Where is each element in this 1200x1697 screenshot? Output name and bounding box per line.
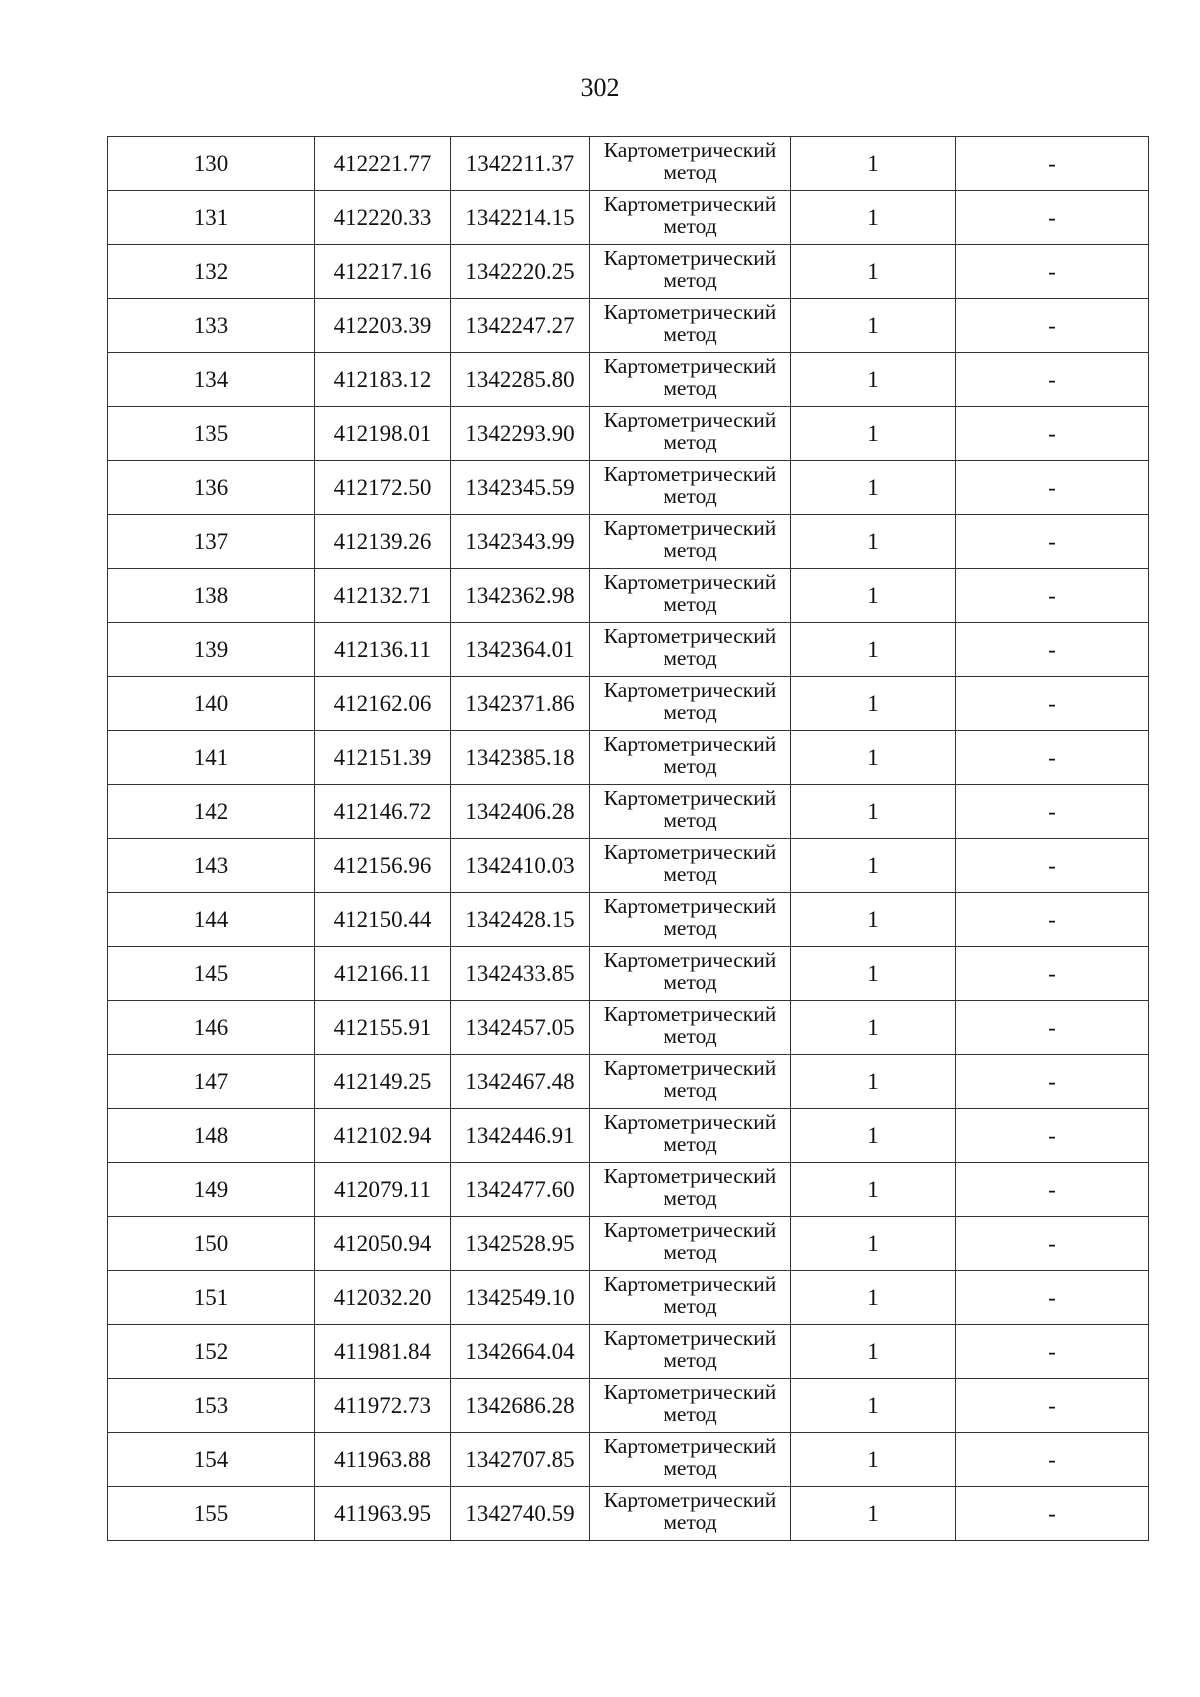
x-coordinate-cell: 411963.95 — [315, 1487, 451, 1541]
method-cell — [590, 1325, 791, 1379]
accuracy-cell: 1 — [791, 1433, 956, 1487]
description-cell: - — [956, 1163, 1149, 1217]
table-row — [108, 299, 1149, 353]
method-line-1: Картометрический — [603, 948, 777, 972]
method-line-2: метод — [663, 1348, 717, 1372]
method-line-1: Картометрический — [603, 246, 777, 270]
table-row — [108, 677, 1149, 731]
x-coordinate-cell: 412198.01 — [315, 407, 451, 461]
method-line-1: Картометрический — [603, 570, 777, 594]
y-coordinate-cell: 1342433.85 — [451, 947, 590, 1001]
accuracy-cell: 1 — [791, 1163, 956, 1217]
method-line-1: Картометрический — [603, 408, 777, 432]
point-number-cell: 148 — [108, 1109, 315, 1163]
method-cell — [590, 1379, 791, 1433]
accuracy-cell: 1 — [791, 569, 956, 623]
method-cell — [590, 1055, 791, 1109]
table-row — [108, 785, 1149, 839]
x-coordinate-cell: 412151.39 — [315, 731, 451, 785]
accuracy-cell: 1 — [791, 461, 956, 515]
description-cell: - — [956, 1487, 1149, 1541]
method-line-2: метод — [663, 1186, 717, 1210]
accuracy-cell: 1 — [791, 1055, 956, 1109]
method-line-2: метод — [663, 1132, 717, 1156]
description-cell: - — [956, 461, 1149, 515]
x-coordinate-cell: 412155.91 — [315, 1001, 451, 1055]
point-number-cell: 134 — [108, 353, 315, 407]
method-line-1: Картометрический — [603, 732, 777, 756]
method-line-1: Картометрический — [603, 1002, 777, 1026]
x-coordinate-cell: 412139.26 — [315, 515, 451, 569]
description-cell: - — [956, 407, 1149, 461]
point-number-cell: 139 — [108, 623, 315, 677]
method-line-2: метод — [663, 376, 717, 400]
method-line-1: Картометрический — [603, 1164, 777, 1188]
y-coordinate-cell: 1342446.91 — [451, 1109, 590, 1163]
y-coordinate-cell: 1342707.85 — [451, 1433, 590, 1487]
description-cell: - — [956, 1379, 1149, 1433]
y-coordinate-cell: 1342664.04 — [451, 1325, 590, 1379]
method-line-2: метод — [663, 862, 717, 886]
description-cell: - — [956, 515, 1149, 569]
x-coordinate-cell: 411963.88 — [315, 1433, 451, 1487]
point-number-cell: 141 — [108, 731, 315, 785]
accuracy-cell: 1 — [791, 137, 956, 191]
method-cell — [590, 1217, 791, 1271]
point-number-cell: 150 — [108, 1217, 315, 1271]
y-coordinate-cell: 1342686.28 — [451, 1379, 590, 1433]
y-coordinate-cell: 1342477.60 — [451, 1163, 590, 1217]
y-coordinate-cell: 1342457.05 — [451, 1001, 590, 1055]
table-row — [108, 1055, 1149, 1109]
y-coordinate-cell: 1342410.03 — [451, 839, 590, 893]
point-number-cell: 133 — [108, 299, 315, 353]
accuracy-cell: 1 — [791, 1325, 956, 1379]
x-coordinate-cell: 411972.73 — [315, 1379, 451, 1433]
method-line-1: Картометрический — [603, 462, 777, 486]
accuracy-cell: 1 — [791, 785, 956, 839]
page-number: 302 — [580, 73, 620, 102]
y-coordinate-cell: 1342293.90 — [451, 407, 590, 461]
point-number-cell: 154 — [108, 1433, 315, 1487]
accuracy-cell: 1 — [791, 1379, 956, 1433]
method-line-1: Картометрический — [603, 516, 777, 540]
point-number-cell: 137 — [108, 515, 315, 569]
y-coordinate-cell: 1342343.99 — [451, 515, 590, 569]
description-cell: - — [956, 1109, 1149, 1163]
table-row — [108, 893, 1149, 947]
method-line-2: метод — [663, 1456, 717, 1480]
y-coordinate-cell: 1342345.59 — [451, 461, 590, 515]
y-coordinate-cell: 1342549.10 — [451, 1271, 590, 1325]
table-row — [108, 839, 1149, 893]
method-cell — [590, 569, 791, 623]
description-cell: - — [956, 731, 1149, 785]
method-cell — [590, 623, 791, 677]
table-row — [108, 191, 1149, 245]
accuracy-cell: 1 — [791, 1217, 956, 1271]
accuracy-cell: 1 — [791, 245, 956, 299]
method-line-2: метод — [663, 808, 717, 832]
method-line-2: метод — [663, 970, 717, 994]
point-number-cell: 142 — [108, 785, 315, 839]
accuracy-cell: 1 — [791, 353, 956, 407]
x-coordinate-cell: 412183.12 — [315, 353, 451, 407]
method-line-2: метод — [663, 322, 717, 346]
y-coordinate-cell: 1342528.95 — [451, 1217, 590, 1271]
accuracy-cell: 1 — [791, 1271, 956, 1325]
point-number-cell: 151 — [108, 1271, 315, 1325]
y-coordinate-cell: 1342428.15 — [451, 893, 590, 947]
method-line-2: метод — [663, 1240, 717, 1264]
method-line-1: Картометрический — [603, 1110, 777, 1134]
description-cell: - — [956, 947, 1149, 1001]
description-cell: - — [956, 623, 1149, 677]
table-row — [108, 623, 1149, 677]
method-line-2: метод — [663, 1024, 717, 1048]
y-coordinate-cell: 1342364.01 — [451, 623, 590, 677]
description-cell: - — [956, 677, 1149, 731]
y-coordinate-cell: 1342385.18 — [451, 731, 590, 785]
description-cell: - — [956, 137, 1149, 191]
method-line-1: Картометрический — [603, 354, 777, 378]
x-coordinate-cell: 412221.77 — [315, 137, 451, 191]
accuracy-cell: 1 — [791, 839, 956, 893]
method-line-2: метод — [663, 430, 717, 454]
accuracy-cell: 1 — [791, 515, 956, 569]
method-line-2: метод — [663, 1294, 717, 1318]
y-coordinate-cell: 1342371.86 — [451, 677, 590, 731]
method-cell — [590, 1487, 791, 1541]
point-number-cell: 153 — [108, 1379, 315, 1433]
accuracy-cell: 1 — [791, 1109, 956, 1163]
table-row — [108, 1433, 1149, 1487]
x-coordinate-cell: 412166.11 — [315, 947, 451, 1001]
coordinates-table — [107, 136, 1149, 1541]
method-line-2: метод — [663, 754, 717, 778]
method-line-1: Картометрический — [603, 1488, 777, 1512]
table-row — [108, 569, 1149, 623]
method-cell — [590, 677, 791, 731]
method-cell — [590, 299, 791, 353]
method-cell — [590, 191, 791, 245]
description-cell: - — [956, 1217, 1149, 1271]
method-line-1: Картометрический — [603, 1326, 777, 1350]
point-number-cell: 140 — [108, 677, 315, 731]
description-cell: - — [956, 569, 1149, 623]
table-body — [108, 137, 1149, 1541]
accuracy-cell: 1 — [791, 1001, 956, 1055]
point-number-cell: 130 — [108, 137, 315, 191]
x-coordinate-cell: 412136.11 — [315, 623, 451, 677]
method-line-1: Картометрический — [603, 840, 777, 864]
x-coordinate-cell: 412172.50 — [315, 461, 451, 515]
description-cell: - — [956, 191, 1149, 245]
method-line-1: Картометрический — [603, 786, 777, 810]
method-line-2: метод — [663, 916, 717, 940]
point-number-cell: 144 — [108, 893, 315, 947]
x-coordinate-cell: 412079.11 — [315, 1163, 451, 1217]
method-cell — [590, 947, 791, 1001]
x-coordinate-cell: 412220.33 — [315, 191, 451, 245]
description-cell: - — [956, 1271, 1149, 1325]
method-line-2: метод — [663, 700, 717, 724]
table-row — [108, 1217, 1149, 1271]
point-number-cell: 136 — [108, 461, 315, 515]
table-row — [108, 1487, 1149, 1541]
x-coordinate-cell: 412150.44 — [315, 893, 451, 947]
method-line-2: метод — [663, 484, 717, 508]
table-row — [108, 461, 1149, 515]
table-row — [108, 353, 1149, 407]
description-cell: - — [956, 785, 1149, 839]
point-number-cell: 143 — [108, 839, 315, 893]
method-cell — [590, 785, 791, 839]
method-cell — [590, 1001, 791, 1055]
table-row — [108, 1109, 1149, 1163]
method-line-1: Картометрический — [603, 894, 777, 918]
y-coordinate-cell: 1342362.98 — [451, 569, 590, 623]
point-number-cell: 152 — [108, 1325, 315, 1379]
method-line-2: метод — [663, 1402, 717, 1426]
point-number-cell: 147 — [108, 1055, 315, 1109]
y-coordinate-cell: 1342467.48 — [451, 1055, 590, 1109]
y-coordinate-cell: 1342247.27 — [451, 299, 590, 353]
x-coordinate-cell: 412146.72 — [315, 785, 451, 839]
accuracy-cell: 1 — [791, 893, 956, 947]
method-cell — [590, 353, 791, 407]
method-line-1: Картометрический — [603, 300, 777, 324]
method-line-2: метод — [663, 1078, 717, 1102]
table-row — [108, 1001, 1149, 1055]
method-line-1: Картометрический — [603, 1218, 777, 1242]
table-row — [108, 1325, 1149, 1379]
table-row — [108, 245, 1149, 299]
method-line-2: метод — [663, 160, 717, 184]
method-cell — [590, 461, 791, 515]
description-cell: - — [956, 1325, 1149, 1379]
method-cell — [590, 893, 791, 947]
table-row — [108, 731, 1149, 785]
table-row — [108, 1271, 1149, 1325]
table-row — [108, 407, 1149, 461]
method-line-1: Картометрический — [603, 1434, 777, 1458]
method-line-2: метод — [663, 268, 717, 292]
point-number-cell: 132 — [108, 245, 315, 299]
point-number-cell: 145 — [108, 947, 315, 1001]
point-number-cell: 135 — [108, 407, 315, 461]
accuracy-cell: 1 — [791, 947, 956, 1001]
accuracy-cell: 1 — [791, 677, 956, 731]
table-row — [108, 1379, 1149, 1433]
point-number-cell: 155 — [108, 1487, 315, 1541]
method-cell — [590, 1271, 791, 1325]
x-coordinate-cell: 411981.84 — [315, 1325, 451, 1379]
method-line-2: метод — [663, 1510, 717, 1534]
point-number-cell: 131 — [108, 191, 315, 245]
method-cell — [590, 839, 791, 893]
x-coordinate-cell: 412156.96 — [315, 839, 451, 893]
method-cell — [590, 137, 791, 191]
method-cell — [590, 515, 791, 569]
y-coordinate-cell: 1342220.25 — [451, 245, 590, 299]
description-cell: - — [956, 245, 1149, 299]
method-line-1: Картометрический — [603, 192, 777, 216]
accuracy-cell: 1 — [791, 623, 956, 677]
y-coordinate-cell: 1342406.28 — [451, 785, 590, 839]
method-line-1: Картометрический — [603, 1380, 777, 1404]
table-row — [108, 515, 1149, 569]
method-line-2: метод — [663, 592, 717, 616]
accuracy-cell: 1 — [791, 407, 956, 461]
y-coordinate-cell: 1342740.59 — [451, 1487, 590, 1541]
x-coordinate-cell: 412102.94 — [315, 1109, 451, 1163]
method-line-1: Картометрический — [603, 1272, 777, 1296]
y-coordinate-cell: 1342285.80 — [451, 353, 590, 407]
y-coordinate-cell: 1342211.37 — [451, 137, 590, 191]
description-cell: - — [956, 1001, 1149, 1055]
method-line-1: Картометрический — [603, 1056, 777, 1080]
point-number-cell: 138 — [108, 569, 315, 623]
description-cell: - — [956, 353, 1149, 407]
accuracy-cell: 1 — [791, 191, 956, 245]
method-cell — [590, 731, 791, 785]
x-coordinate-cell: 412149.25 — [315, 1055, 451, 1109]
x-coordinate-cell: 412032.20 — [315, 1271, 451, 1325]
x-coordinate-cell: 412203.39 — [315, 299, 451, 353]
method-cell — [590, 407, 791, 461]
point-number-cell: 149 — [108, 1163, 315, 1217]
table-row — [108, 947, 1149, 1001]
accuracy-cell: 1 — [791, 299, 956, 353]
x-coordinate-cell: 412050.94 — [315, 1217, 451, 1271]
accuracy-cell: 1 — [791, 1487, 956, 1541]
point-number-cell: 146 — [108, 1001, 315, 1055]
method-line-2: метод — [663, 214, 717, 238]
x-coordinate-cell: 412132.71 — [315, 569, 451, 623]
table-row — [108, 137, 1149, 191]
method-line-1: Картометрический — [603, 678, 777, 702]
accuracy-cell: 1 — [791, 731, 956, 785]
method-line-1: Картометрический — [603, 624, 777, 648]
description-cell: - — [956, 299, 1149, 353]
method-cell — [590, 1109, 791, 1163]
description-cell: - — [956, 839, 1149, 893]
description-cell: - — [956, 1433, 1149, 1487]
method-cell — [590, 245, 791, 299]
y-coordinate-cell: 1342214.15 — [451, 191, 590, 245]
description-cell: - — [956, 1055, 1149, 1109]
description-cell: - — [956, 893, 1149, 947]
method-line-1: Картометрический — [603, 138, 777, 162]
method-cell — [590, 1163, 791, 1217]
method-line-2: метод — [663, 538, 717, 562]
table-row — [108, 1163, 1149, 1217]
x-coordinate-cell: 412217.16 — [315, 245, 451, 299]
method-cell — [590, 1433, 791, 1487]
x-coordinate-cell: 412162.06 — [315, 677, 451, 731]
method-line-2: метод — [663, 646, 717, 670]
